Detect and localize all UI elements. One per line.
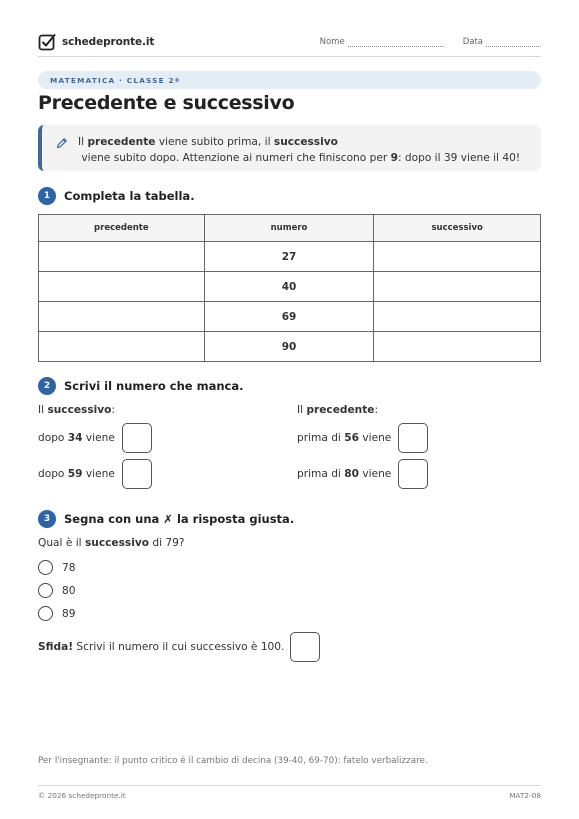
section-3-heading	[38, 510, 294, 528]
section-2-heading	[38, 377, 243, 395]
answer-cell-precedente[interactable]	[39, 332, 205, 362]
column-header: successivo	[374, 215, 541, 242]
date-field[interactable]	[463, 37, 541, 47]
pencil-icon	[56, 137, 68, 149]
answer-option[interactable]: 80	[38, 583, 75, 598]
section-number: 1	[38, 187, 56, 205]
footer-divider	[38, 785, 541, 786]
answer-cell-successivo[interactable]	[374, 242, 541, 272]
answer-box[interactable]	[398, 459, 428, 489]
answer-cell-successivo[interactable]	[374, 272, 541, 302]
number-cell: 27	[204, 242, 374, 272]
fill-in-item: dopo 59 viene	[38, 459, 152, 489]
teacher-note: Per l'insegnante: il punto critico è il cambio di decina (39-40, 69-70): fatelo verbalizzare.	[38, 756, 428, 766]
date-label: Data	[462, 37, 483, 47]
name-label: Nome	[319, 37, 345, 47]
column-header: numero	[204, 215, 374, 242]
successivo-label: Il successivo:	[38, 404, 116, 416]
radio-circle-icon[interactable]	[38, 560, 53, 575]
column-header: precedente	[39, 215, 205, 242]
answer-cell-precedente[interactable]	[39, 242, 205, 272]
page-header	[38, 30, 541, 54]
answer-box[interactable]	[398, 423, 428, 453]
brand-name: schedepronte.it	[62, 36, 155, 48]
fill-in-item: dopo 34 viene	[38, 423, 152, 453]
section-number: 3	[38, 510, 56, 528]
answer-box[interactable]	[122, 459, 152, 489]
section-title: Completa la tabella.	[64, 189, 195, 203]
subject-pill: MATEMATICA · CLASSE 2ª	[38, 71, 541, 89]
number-table	[38, 214, 541, 362]
table-row	[39, 272, 541, 302]
name-field[interactable]	[320, 37, 443, 47]
copyright: © 2026 schedepronte.it	[38, 791, 126, 800]
section-1-heading	[38, 187, 195, 205]
table-header-row	[39, 215, 541, 242]
answer-cell-precedente[interactable]	[39, 272, 205, 302]
info-note: Il precedente viene subito prima, il successivo viene subito dopo. Attenzione ai numeri che finiscono per 9: dopo il 39 viene il 40!	[38, 125, 541, 171]
answer-option[interactable]: 89	[38, 606, 75, 621]
question-text: Qual è il successivo di 79?	[38, 537, 185, 549]
worksheet-code: MAT2-08	[509, 791, 541, 800]
number-cell: 69	[204, 302, 374, 332]
section-number: 2	[38, 377, 56, 395]
answer-cell-successivo[interactable]	[374, 302, 541, 332]
section-title: Segna con una ✗ la risposta giusta.	[64, 512, 295, 526]
fill-in-item: prima di 80 viene	[297, 459, 428, 489]
page-title: Precedente e successivo	[38, 92, 295, 114]
challenge-item: Sfida! Scrivi il numero il cui successivo è 100.	[38, 632, 320, 662]
answer-box[interactable]	[290, 632, 320, 662]
table-row	[39, 242, 541, 272]
checkbox-icon	[38, 33, 56, 51]
precedente-label: Il precedente:	[297, 404, 379, 416]
fill-in-item: prima di 56 viene	[297, 423, 428, 453]
number-cell: 90	[204, 332, 374, 362]
answer-box[interactable]	[122, 423, 152, 453]
answer-cell-successivo[interactable]	[374, 332, 541, 362]
radio-circle-icon[interactable]	[38, 583, 53, 598]
table-row	[39, 332, 541, 362]
table-row	[39, 302, 541, 332]
number-cell: 40	[204, 272, 374, 302]
header-divider	[38, 56, 541, 57]
student-fields	[320, 37, 541, 47]
answer-cell-precedente[interactable]	[39, 302, 205, 332]
answer-option[interactable]: 78	[38, 560, 75, 575]
radio-circle-icon[interactable]	[38, 606, 53, 621]
section-title: Scrivi il numero che manca.	[64, 379, 244, 393]
